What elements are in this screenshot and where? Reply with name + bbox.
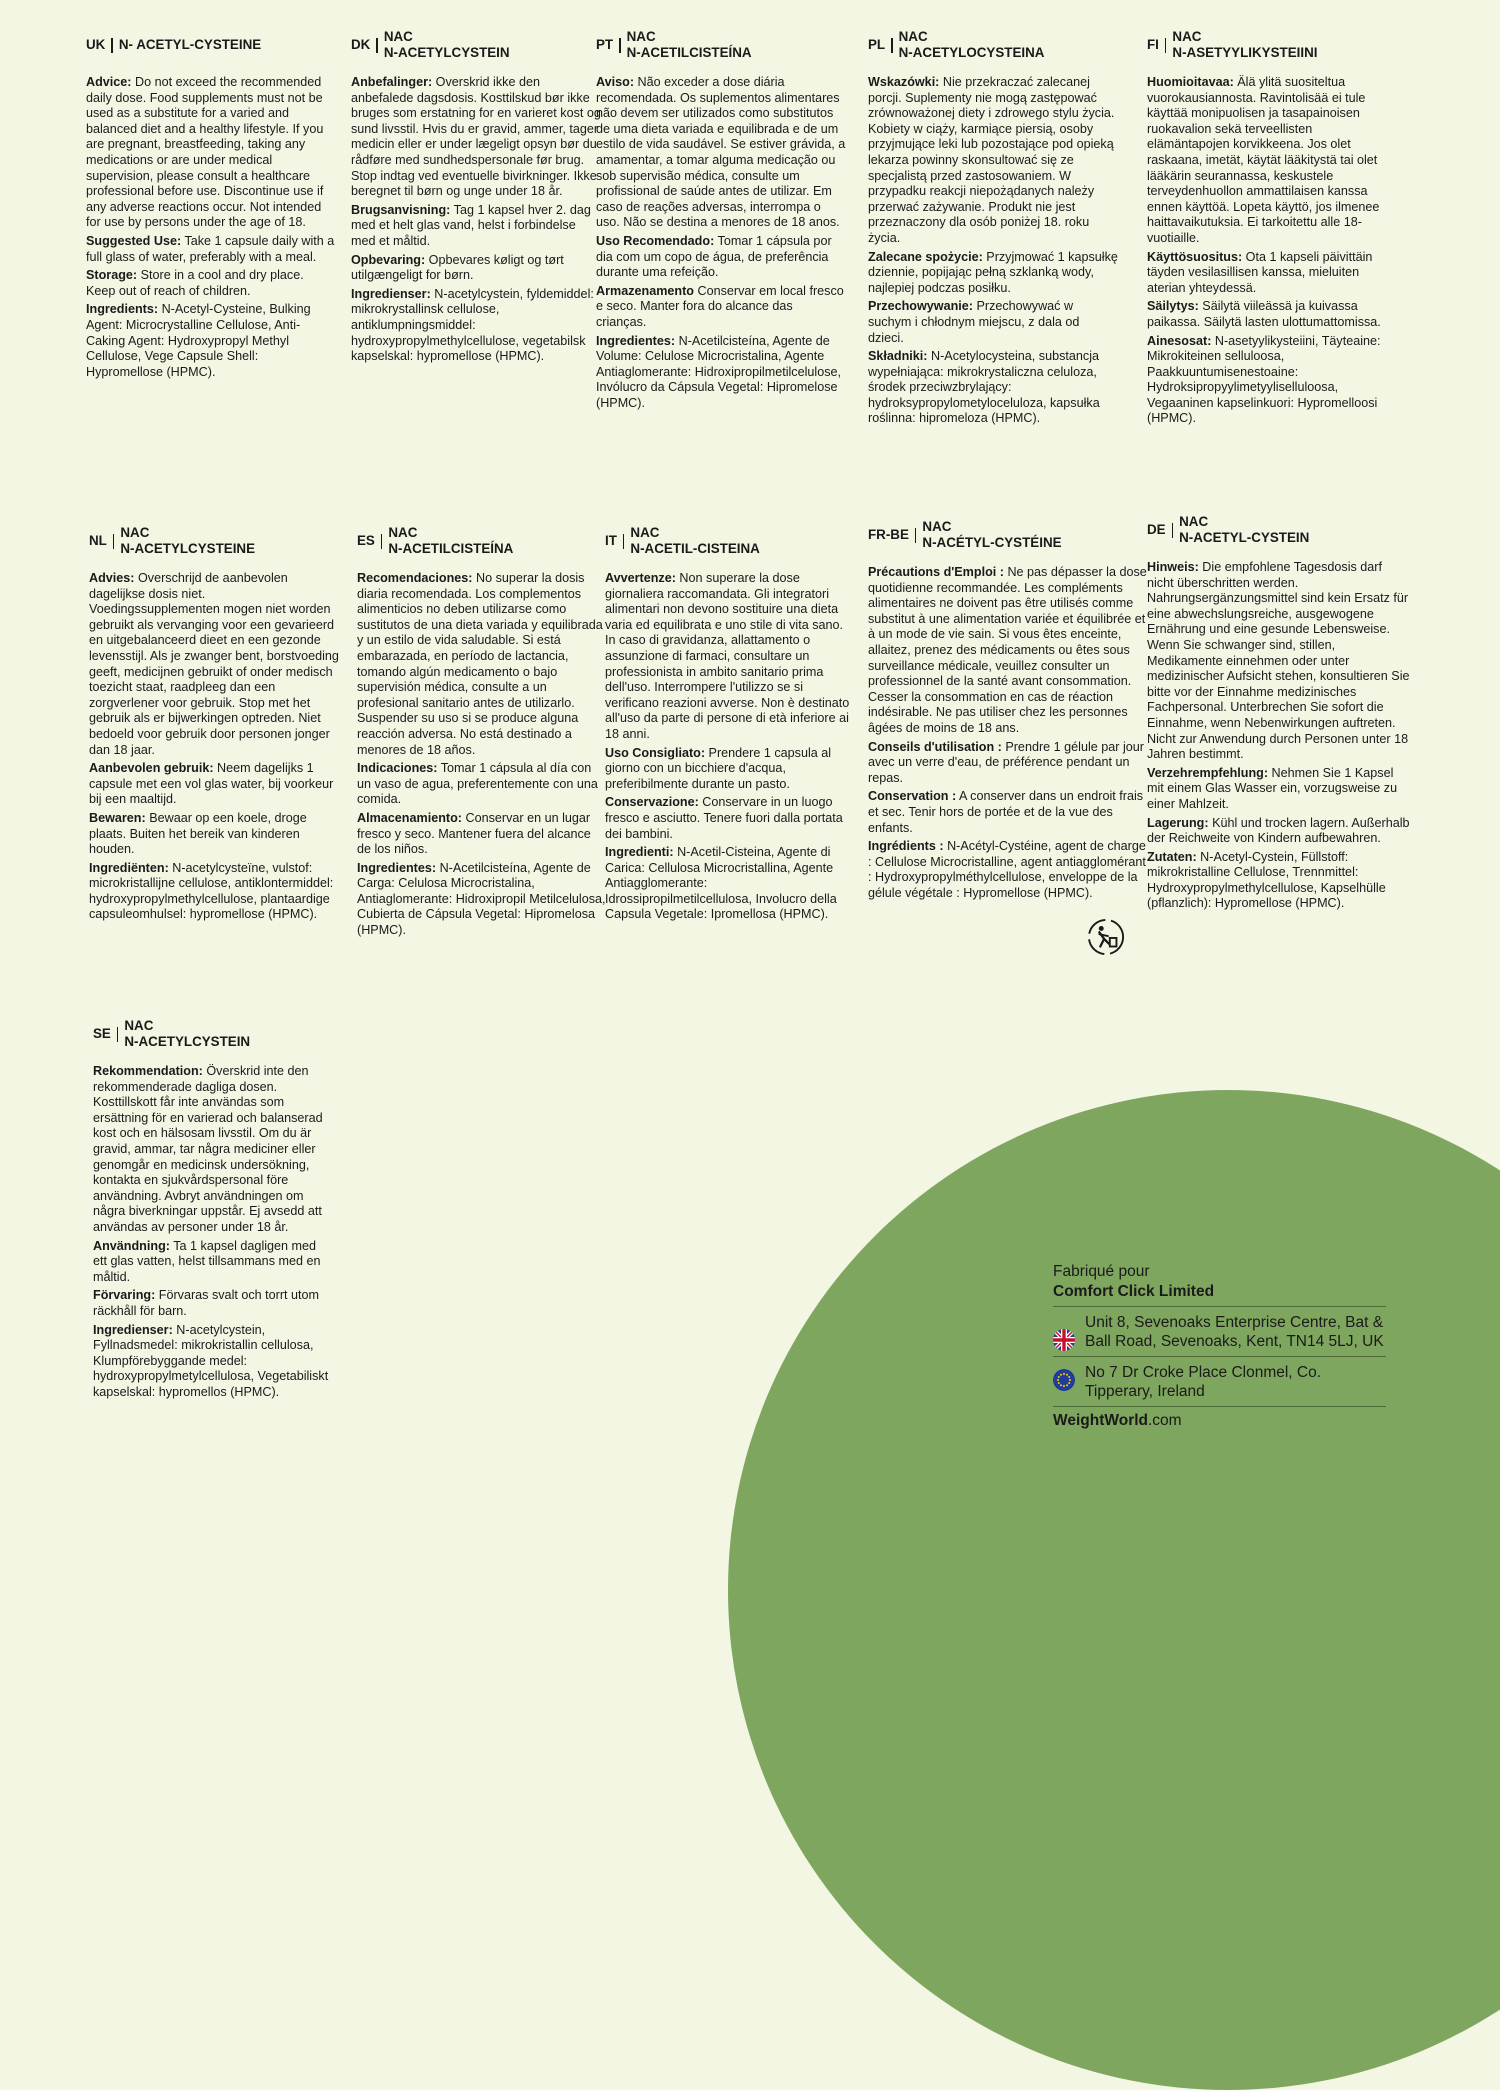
info-paragraph — [86, 75, 336, 231]
paragraph-label: Uso Consigliato: — [605, 745, 706, 760]
paragraph-text: Conservar em local fresco e seco. Manter fora do alcance das crianças. — [596, 283, 844, 329]
paragraph-label: Ingrediënten: — [89, 860, 169, 875]
info-paragraph — [89, 761, 339, 808]
paragraph-text: Älä ylitä suositeltua vuorokausiannosta. Ravintolisää ei tule käyttää monipuolisen ja tasapainoisen ruokavalion sekä terveellisten elämäntapojen korvikkeena. Jos olet raskaana, imetät, käytät lääkitystä tai olet lääkärin seurannassa, keskustele terveydenhuollon ammattilaisen kanssa ennen käyttöä. Lopeta käyttö, jos ilmenee haittavaikutuksia. Ei tarkoitettu alle 18-vuotiaille. — [1147, 75, 1380, 245]
uk-address: Unit 8, Sevenoaks Enterprise Centre, Bat & Ball Road, Sevenoaks, Kent, TN14 5LJ, UK — [1085, 1314, 1384, 1350]
paragraph-label: Armazenamento — [596, 283, 694, 298]
country-code: SE — [93, 1026, 111, 1041]
paragraph-text: No superar la dosis diaria recomendada. Los complementos alimenticios no deben utilizarse como sustitutos de una dieta variada y equilibrada y un estilo de vida saludable. Si está embarazada, en período de lactancia, tomando algún medicamento o bajo supervisión médica, consulte a un profesional sanitario antes de utilizarlo. Suspender su uso si se produce alguna reacción adversa. No está destinado a menores de 18 años. — [357, 571, 603, 757]
paragraph-text: Die empfohlene Tagesdosis darf nicht überschritten werden. Nahrungsergänzungsmittel sind kein Ersatz für eine abwechslungsreiche, ausgewogene Ernährung und eine gesunde Lebensweise. Wenn Sie schwanger sind, stillen, Medikamente einnehmen oder unter medizinischer Aufsicht stehen, konsultieren Sie bitte vor der Einnahme medizinisches Fachpersonal. Unterbrechen Sie sofort die Einnahme, wenn Nebenwirkungen auftreten. Nicht zur Anwendung durch Personen unter 18 Jahren bestimmt. — [1147, 560, 1410, 762]
paragraph-text: Do not exceed the recommended daily dose. Food supplements must not be used as a substitute for a varied and balanced diet and a healthy lifestyle. If you are pregnant, breastfeeding, taking any medications or are under medical supervision, please consult a healthcare professional before use. Discontinue use if any adverse reactions occur. Not intended for use by persons under the age of 18. — [86, 75, 324, 230]
info-paragraph — [93, 1323, 331, 1401]
paragraph-text: Nehmen Sie 1 Kapsel mit einem Glas Wasser ein, vorzugsweise zu einer Mahlzeit. — [1147, 765, 1398, 811]
paragraph-label: Huomioitavaa: — [1147, 75, 1234, 89]
separator-bar — [113, 534, 115, 549]
paragraph-text: Não exceder a dose diária recomendada. Os suplementos alimentares não devem ser utilizados como substitutos de uma dieta variada e equilibrada e de um estilo de vida saudável. Se estiver grávida, a amamentar, a tomar alguma medicação ou sob supervisão médica, consulte um profissional de saúde antes de utilizar. Em caso de reações adversas, interrompa o uso. Não se destina a menores de 18 anos. — [596, 75, 846, 230]
section-heading — [605, 521, 855, 561]
paragraph-text: Conservar en un lugar fresco y seco. Mantener fuera del alcance de los niños. — [357, 810, 591, 857]
product-short-name: NAC — [388, 525, 418, 540]
uk-address-row — [1053, 1306, 1386, 1356]
product-full-name: N-ACÉTYL-CYSTÉINE — [922, 535, 1062, 550]
paragraph-label: Almacenamiento: — [357, 810, 462, 825]
section-heading — [86, 25, 336, 65]
separator-bar — [381, 534, 383, 549]
product-full-name: N-ACETILCISTEÍNA — [388, 541, 514, 556]
paragraph-text: Nie przekraczać zalecanej porcji. Suplementy nie mogą zastępować zrównoważonej diety i zdrowego stylu życia. Kobiety w ciąży, karmiące piersią, osoby przyjmujące leki lub pozostające pod opieką lekarza powinny skonsultować się ze specjalistą przed zastosowaniem. W przypadku reakcji niepożądanych należy przerwać zażywanie. Produkt nie jest przeznaczony dla osób poniżej 18. roku życia. — [868, 75, 1115, 245]
paragraph-label: Uso Recomendado: — [596, 233, 715, 248]
paragraph-text: Kühl und trocken lagern. Außerhalb der Reichweite von Kindern aufbewahren. — [1147, 815, 1410, 846]
paragraph-label: Précautions d'Emploi : — [868, 565, 1004, 579]
paragraph-label: Indicaciones: — [357, 761, 438, 776]
paragraph-text: N-acetylcystein, Fyllnadsmedel: mikrokristallin cellulosa, Klumpförebyggande medel: hydroxypropylmetylcellulosa, Vegetabiliskt kapselskal: hypromellos (HPMC). — [93, 1322, 329, 1399]
section-nl — [89, 521, 339, 926]
paragraph-text: Non superare la dose giornaliera raccomandata. Gli integratori alimentari non devono sostituire una dieta varia ed equilibrata e uno stile di vita sano. In caso di gravidanza, allattamento o assunzione di farmaci, consultare un professionista in ambito sanitario prima dell'uso. Interrompere l'utilizzo se si verificano reazioni avverse. Non è destinato all'uso da parte di persone di età inferiore ai 18 anni. — [605, 571, 850, 741]
paragraph-text: Prendere 1 capsula al giorno con un bicchiere d'acqua, preferibilmente durante un pasto. — [605, 745, 832, 791]
info-paragraph — [93, 1064, 331, 1236]
separator-bar — [623, 534, 625, 549]
section-uk — [86, 25, 336, 383]
product-full-name: N-ACETYLCYSTEINE — [120, 541, 256, 556]
section-heading — [89, 521, 339, 561]
paragraph-text: Prendre 1 gélule par jour avec un verre d'eau, de préférence pendant un repas. — [868, 739, 1144, 785]
product-short-name: NAC — [922, 519, 952, 534]
paragraph-label: Användning: — [93, 1238, 170, 1253]
paragraph-text: Bewaar op een koele, droge plaats. Buiten het bereik van kinderen houden. — [89, 810, 307, 857]
paragraph-text: Ta 1 kapsel dagligen med ett glas vatten, helst tillsammans med en måltid. — [93, 1238, 321, 1284]
uk-flag-icon — [1053, 1329, 1075, 1351]
product-title — [899, 29, 1045, 61]
product-short-name: NAC — [898, 29, 928, 44]
eu-address-row — [1053, 1356, 1386, 1406]
paragraph-label: Recomendaciones: — [357, 571, 473, 585]
paragraph-text: Przechowywać w suchym i chłodnym miejscu, z dala od dzieci. — [868, 299, 1080, 345]
separator-bar — [915, 528, 917, 543]
info-paragraph — [89, 861, 339, 923]
info-paragraph — [1147, 816, 1412, 847]
country-code: DE — [1147, 522, 1166, 537]
info-paragraph — [86, 234, 336, 265]
product-full-name: N-ACETIL-CISTEINA — [630, 541, 760, 556]
paragraph-label: Składniki: — [868, 349, 928, 364]
section-heading — [1147, 25, 1397, 65]
product-title — [1172, 29, 1317, 61]
section-it — [605, 521, 855, 926]
paragraph-text: N-Acetilcisteína, Agente de Volume: Celulose Microcristalina, Agente Antiaglomerante: Hidroxipropilmetilcelulose, Invólucro da Cápsula Vegetal: Hipromelose (HPMC). — [596, 333, 841, 410]
product-full-name: N-ACETYLOCYSTEINA — [898, 45, 1045, 60]
info-paragraph — [351, 253, 601, 284]
section-heading — [596, 25, 846, 65]
decorative-green-circle — [728, 1090, 1500, 2090]
country-code: PT — [596, 37, 614, 52]
info-paragraph — [86, 268, 336, 299]
made-for-label: Fabriqué pour — [1053, 1263, 1150, 1280]
info-paragraph — [89, 571, 339, 758]
info-paragraph — [1147, 766, 1412, 813]
paragraph-text: N-Acetil-Cisteina, Agente di Carica: Cellulosa Microcristallina, Agente Antiagglomerante: Idrossipropilmetilcellulosa, Involucro della Capsula Vegetale: Ipromellosa (HPMC). — [605, 845, 837, 922]
paragraph-text: Overskrid ikke den anbefalede dagsdosis. Kosttilskud bør ikke bruges som erstatning for en varieret kost og sund livsstil. Hvis du er gravid, ammer, tager medicin eller er under lægeligt opsyn bør du rådføre med sundhedspersonale før brug. Stop indtag ved eventuelle bivirkninger. Ikke beregnet til børn og unge under 18 år. — [351, 75, 601, 199]
paragraph-text: N-Acetyl-Cystein, Füllstoff: mikrokristalline Cellulose, Trennmittel: Hydroxypropylmethylcellulose, Kapselhülle (pflanzlich): Hypromellose (HPMC). — [1147, 849, 1386, 911]
paragraph-text: Neem dagelijks 1 capsule met een vol glas water, bij voorkeur bij een maaltijd. — [89, 761, 334, 807]
paragraph-label: Brugsanvisning: — [351, 202, 451, 217]
info-paragraph — [868, 299, 1118, 346]
country-code: UK — [86, 37, 106, 52]
section-pl — [868, 25, 1118, 430]
info-paragraph — [605, 845, 855, 923]
country-code: IT — [605, 533, 617, 548]
website[interactable] — [1053, 1406, 1386, 1430]
paragraph-label: Przechowywanie: — [868, 299, 973, 314]
section-heading — [1147, 510, 1412, 550]
info-paragraph — [868, 839, 1148, 901]
eu-address: No 7 Dr Croke Place Clonmel, Co. Tipperary, Ireland — [1085, 1364, 1322, 1400]
product-full-name: N-ACETYL-CYSTEIN — [1179, 530, 1310, 545]
paragraph-label: Bewaren: — [89, 810, 146, 825]
paragraph-label: Conseils d'utilisation : — [868, 739, 1002, 754]
paragraph-label: Käyttösuositus: — [1147, 249, 1243, 264]
section-se — [93, 1014, 331, 1403]
info-paragraph — [93, 1239, 331, 1286]
paragraph-text: Overschrijd de aanbevolen dagelijkse dosis niet. Voedingssupplementen mogen niet worden gebruikt als vervanging voor een gevarieerd en uitgebalanceerd dieet en een gezonde levensstijl. Als je zwanger bent, borstvoeding geeft, medicijnen gebruikt of onder medisch toezicht staat, raadpleeg dan een zorgverlener voor gebruik. Stop met het gebruik als er bijwerkingen optreden. Niet bedoeld voor gebruik door personen jonger dan 18 jaar. — [89, 571, 339, 757]
info-paragraph — [93, 1288, 331, 1319]
paragraph-label: Advice: — [86, 75, 132, 89]
info-paragraph — [1147, 250, 1397, 297]
paragraph-text: Ne pas dépasser la dose quotidienne recommandée. Les compléments alimentaires ne doivent pas être utilisés comme substitut à une alimentation variée et équilibrée et à un mode de vie sain. Si vous êtes enceinte, allaitez, prenez des médicaments ou êtes sous surveillance médicale, veuillez consulter un professionnel de la santé avant consommation. Cesser la consommation en cas de réaction indésirable. Ne pas utiliser chez les personnes âgées de moins de 18 ans. — [868, 565, 1147, 735]
info-paragraph — [868, 789, 1148, 836]
paragraph-text: N-acetylcysteïne, vulstof: microkristallijne cellulose, antiklontermiddel: hydroxypropylmethylcellulose, plantaardige capsuleomhulsel: hypromellose (HPMC). — [89, 860, 334, 922]
product-title — [124, 1018, 250, 1050]
info-paragraph — [351, 203, 601, 250]
paragraph-text: Take 1 capsule daily with a full glass of water, preferably with a meal. — [86, 233, 335, 264]
paragraph-text: Överskrid inte den rekommenderade dagliga dosen. Kosttillskott får inte användas som ersättning för en varierad och balanserad kost och en hälsosam livsstil. Om du är gravid, ammar, tar några mediciner eller genomgår en medicinsk undersökning, kontakta en sjukvårdspersonal före användning. Avbryt användningen om några biverkningar uppstår. Ej avsedd att användas av personer under 18 år. — [93, 1064, 323, 1234]
info-paragraph — [596, 75, 846, 231]
product-short-name: NAC — [124, 1018, 154, 1033]
product-full-name: N-ACETYLCYSTEIN — [124, 1034, 251, 1049]
paragraph-label: Ingredientes: — [596, 333, 676, 348]
paragraph-text: Ota 1 kapseli päivittäin täyden vesilasillisen kanssa, mieluiten aterian yhteydessä. — [1147, 249, 1373, 295]
product-title — [384, 29, 510, 61]
info-paragraph — [596, 284, 846, 331]
paragraph-label: Aanbevolen gebruik: — [89, 761, 214, 776]
section-heading — [93, 1014, 331, 1054]
info-paragraph — [89, 811, 339, 858]
paragraph-label: Ingredienser: — [351, 286, 431, 301]
paragraph-label: Conservation : — [868, 789, 957, 804]
info-paragraph — [357, 811, 607, 858]
tidyman-recycle-icon — [1087, 918, 1125, 956]
paragraph-text: A conserver dans un endroit frais et sec. Tenir hors de portée et de la vue des enfants. — [868, 789, 1144, 835]
paragraph-label: Rekommendation: — [93, 1064, 203, 1078]
paragraph-label: Förvaring: — [93, 1288, 156, 1303]
paragraph-text: N-Acetyl-Cysteine, Bulking Agent: Microcrystalline Cellulose, Anti-Caking Agent: Hydroxypropyl Methyl Cellulose, Vege Capsule Shell: Hypromellose (HPMC). — [86, 302, 311, 379]
info-paragraph — [596, 234, 846, 281]
paragraph-label: Zutaten: — [1147, 849, 1197, 864]
paragraph-label: Advies: — [89, 571, 135, 585]
section-de — [1147, 510, 1412, 915]
info-paragraph — [1147, 299, 1397, 330]
eu-flag-icon — [1053, 1369, 1075, 1391]
paragraph-label: Lagerung: — [1147, 815, 1209, 830]
paragraph-text: Säilytä viileässä ja kuivassa paikassa. Säilytä lasten ulottumattomissa. — [1147, 299, 1381, 329]
paragraph-text: Przyjmować 1 kapsułkę dziennie, popijając pełną szklanką wody, najlepiej podczas posiłku. — [868, 249, 1118, 295]
paragraph-text: Tomar 1 cápsula al día con un vaso de agua, preferentemente con una comida. — [357, 761, 598, 807]
separator-bar — [1172, 523, 1174, 538]
paragraph-text: N-Acetylocysteina, substancja wypełniająca: mikrokrystaliczna celuloza, środek przeciwzbrylający: hydroksypropylometyloceluloza, kapsułka roślinna: hipromeloza (HPMC). — [868, 349, 1100, 426]
product-title — [119, 37, 261, 53]
info-paragraph — [1147, 334, 1397, 428]
product-short-name: NAC — [383, 29, 413, 44]
info-paragraph — [351, 75, 601, 200]
country-code: DK — [351, 37, 371, 52]
info-paragraph — [596, 334, 846, 412]
info-paragraph — [868, 250, 1118, 297]
info-paragraph — [868, 565, 1148, 737]
info-paragraph — [351, 287, 601, 365]
paragraph-label: Ainesosat: — [1147, 333, 1212, 348]
paragraph-label: Hinweis: — [1147, 560, 1199, 574]
section-pt — [596, 25, 846, 414]
paragraph-label: Ingredienser: — [93, 1322, 173, 1337]
country-code: FR-BE — [868, 527, 909, 542]
paragraph-label: Verzehrempfehlung: — [1147, 765, 1269, 780]
country-code: PL — [868, 37, 886, 52]
separator-bar — [376, 38, 378, 53]
product-title — [627, 29, 752, 61]
product-full-name: N-ACETYLCYSTEIN — [383, 45, 510, 60]
section-heading — [351, 25, 601, 65]
product-title — [1179, 514, 1309, 546]
product-title — [120, 525, 255, 557]
section-fr-be — [868, 515, 1148, 904]
section-heading — [868, 515, 1148, 555]
paragraph-label: Ingredientes: — [357, 860, 437, 875]
paragraph-label: Conservazione: — [605, 795, 699, 810]
paragraph-label: Avvertenze: — [605, 571, 676, 585]
paragraph-text: Förvaras svalt och torrt utom räckhåll för barn. — [93, 1288, 320, 1318]
paragraph-label: Opbevaring: — [351, 252, 426, 267]
paragraph-text: N-asetyylikysteiini, Täyteaine: Mikrokiteinen selluloosa, Paakkuuntumisenestoaine: Hydroksipropyylimetyyliselluloosa, Vegaaninen kapselinkuori: Hypromelloosi (HPMC). — [1147, 333, 1381, 426]
info-paragraph — [357, 861, 607, 939]
country-code: ES — [357, 533, 375, 548]
separator-bar — [619, 38, 621, 53]
paragraph-text: Conservare in un luogo fresco e asciutto. Tenere fuori dalla portata dei bambini. — [605, 795, 843, 841]
paragraph-label: Wskazówki: — [868, 75, 940, 89]
paragraph-label: Anbefalinger: — [351, 75, 433, 89]
section-heading — [868, 25, 1118, 65]
product-title — [922, 519, 1061, 551]
paragraph-label: Suggested Use: — [86, 233, 182, 248]
paragraph-text: Opbevares køligt og tørt utilgængeligt for børn. — [351, 252, 564, 283]
paragraph-text: Tomar 1 cápsula por dia com um copo de água, de preferência durante uma refeição. — [596, 233, 832, 280]
section-dk — [351, 25, 601, 368]
country-code: FI — [1147, 37, 1159, 52]
separator-bar — [891, 38, 893, 53]
product-title — [388, 525, 513, 557]
info-paragraph — [605, 746, 855, 793]
info-paragraph — [86, 302, 336, 380]
info-paragraph — [1147, 75, 1397, 247]
paragraph-label: Storage: — [86, 268, 138, 283]
paragraph-label: Ingredients: — [86, 302, 159, 317]
country-code: NL — [89, 533, 107, 548]
info-paragraph — [1147, 560, 1412, 763]
separator-bar — [1165, 38, 1167, 53]
info-paragraph — [868, 349, 1118, 427]
website-brand: WeightWorld — [1053, 1412, 1148, 1429]
info-paragraph — [357, 761, 607, 808]
section-fi — [1147, 25, 1397, 430]
product-full-name: N-ASETYYLIKYSTEIINI — [1172, 45, 1318, 60]
paragraph-text: N-Acétyl-Cystéine, agent de charge : Cellulose Microcristalline, agent antiagglomérant : Hydroxypropylméthylcellulose, enveloppe de la gélule végétale : Hypromellose (HPMC). — [868, 839, 1146, 900]
product-short-name: NAC — [630, 525, 660, 540]
paragraph-text: N-Acetilcisteína, Agente de Carga: Celulosa Microcristalina, Antiaglomerante: Hidroxipropil Metilcelulosa, Cubierta de Cápsula Vegetal: Hipromelosa (HPMC). — [357, 860, 606, 938]
info-paragraph — [868, 75, 1118, 247]
info-paragraph — [357, 571, 607, 758]
company-name: Comfort Click Limited — [1053, 1283, 1215, 1300]
product-short-name: NAC — [626, 29, 656, 44]
product-title — [630, 525, 759, 557]
section-es — [357, 521, 607, 942]
info-paragraph — [605, 795, 855, 842]
info-paragraph — [605, 571, 855, 743]
manufacturer-block — [1053, 1262, 1386, 1430]
paragraph-label: Säilytys: — [1147, 299, 1199, 314]
separator-bar — [117, 1027, 119, 1042]
website-suffix: .com — [1148, 1412, 1182, 1429]
paragraph-text: Store in a cool and dry place. Keep out of reach of children. — [86, 268, 304, 298]
info-paragraph — [1147, 850, 1412, 912]
info-paragraph — [868, 740, 1148, 787]
paragraph-label: Zalecane spożycie: — [868, 249, 983, 264]
separator-bar — [111, 38, 113, 53]
paragraph-label: Ingrédients : — [868, 839, 944, 854]
section-heading — [357, 521, 607, 561]
paragraph-label: Ingredienti: — [605, 845, 674, 860]
paragraph-text: N-acetylcystein, fyldemiddel: mikrokrystallinsk cellulose, antiklumpningsmiddel: hydroxypropylmethylcellulose, vegetabilsk kapselskal: hypromellose (HPMC). — [351, 286, 594, 364]
product-full-name: N-ACETILCISTEÍNA — [626, 45, 752, 60]
product-short-name: NAC — [1172, 29, 1202, 44]
product-short-name: NAC — [120, 525, 150, 540]
product-full-name: N- ACETYL-CYSTEINE — [118, 37, 262, 52]
product-short-name: NAC — [1179, 514, 1209, 529]
paragraph-label: Aviso: — [596, 75, 635, 89]
paragraph-text: Tag 1 kapsel hver 2. dag med et helt glas vand, helst i forbindelse med et måltid. — [351, 202, 591, 248]
